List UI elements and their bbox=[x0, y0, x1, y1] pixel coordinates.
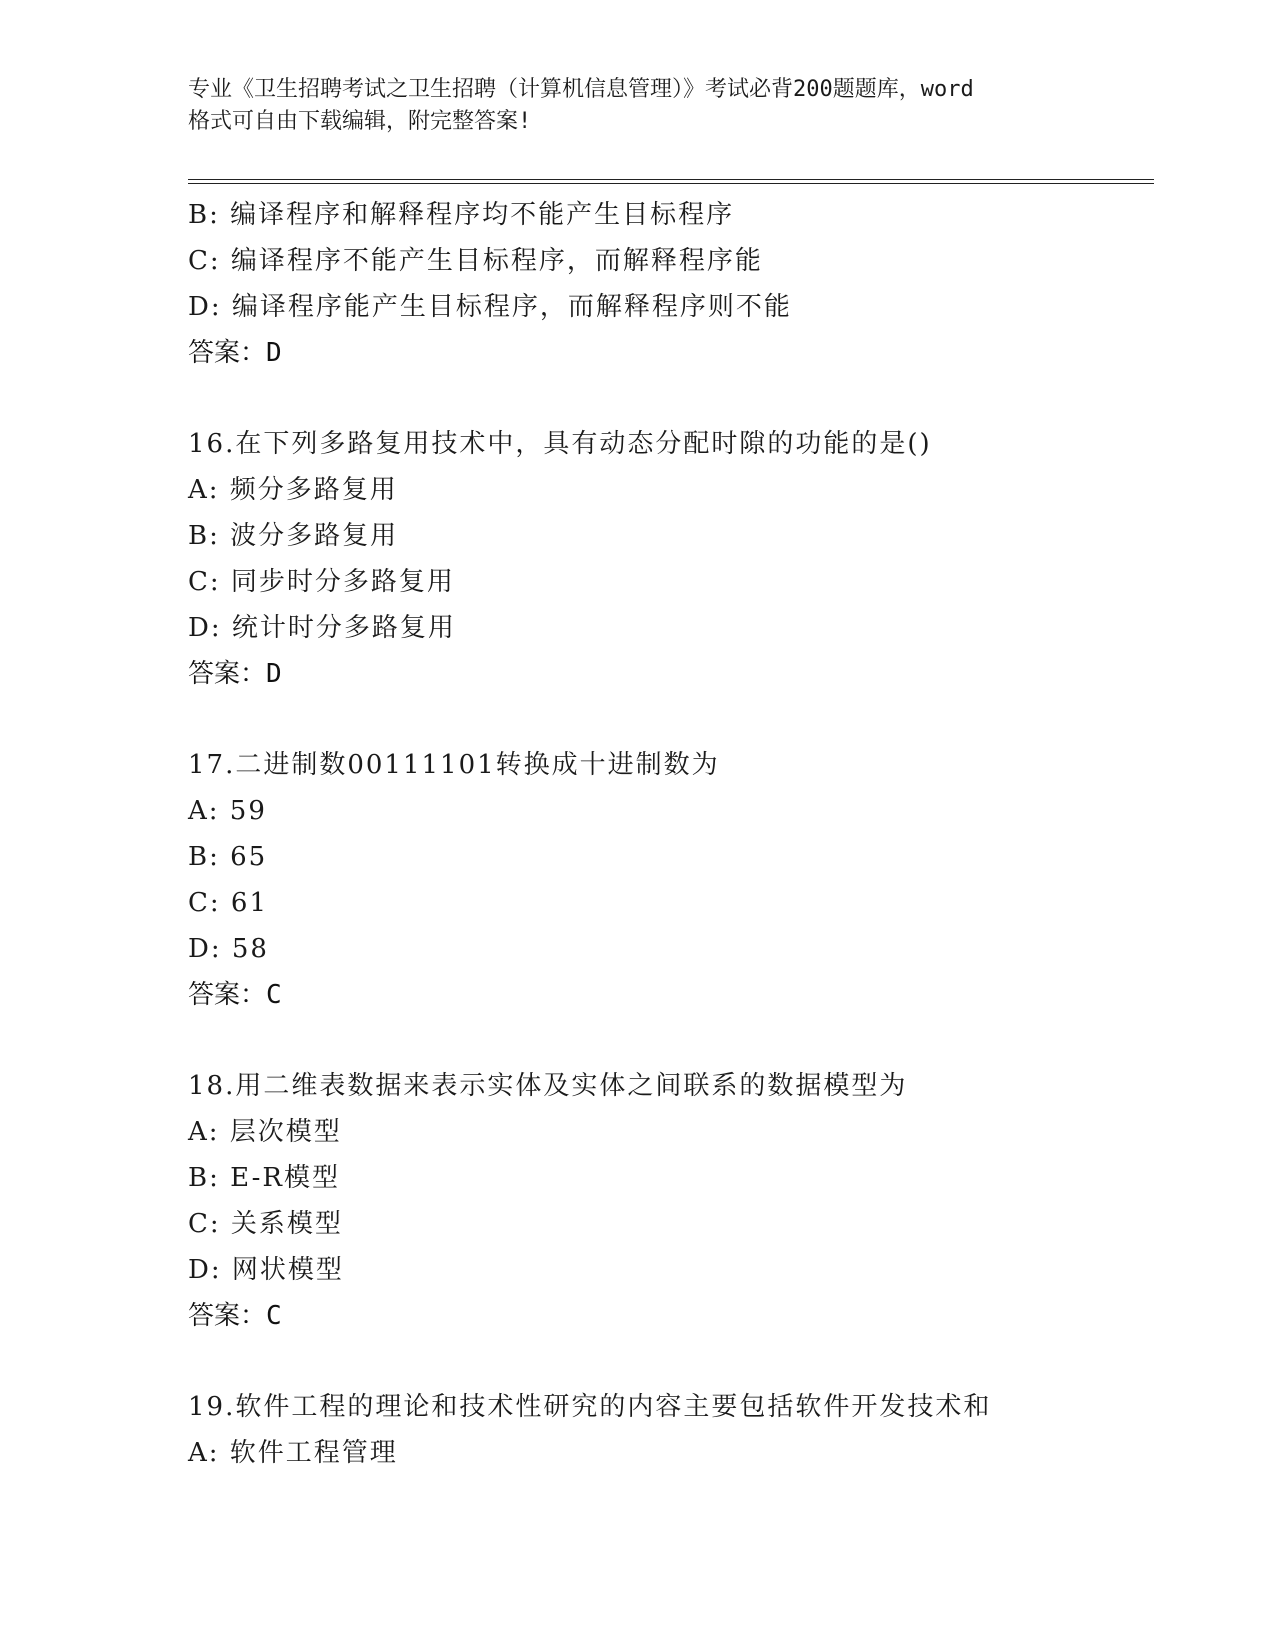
option-d: D: 网状模型 bbox=[188, 1255, 344, 1285]
question-text: 17.二进制数00111101转换成十进制数为 bbox=[188, 750, 720, 780]
option-a: A: 软件工程管理 bbox=[188, 1438, 398, 1468]
answer-line: 答案：C bbox=[188, 1301, 282, 1331]
question-list bbox=[188, 192, 1154, 1476]
question-text: 16.在下列多路复用技术中，具有动态分配时隙的功能的是() bbox=[188, 429, 932, 459]
option-b: B: E-R模型 bbox=[188, 1163, 340, 1193]
option-d: D: 58 bbox=[188, 934, 269, 964]
answer-line: 答案：D bbox=[188, 659, 282, 689]
option-c: C: 编译程序不能产生目标程序，而解释程序能 bbox=[188, 246, 763, 276]
question-block-18 bbox=[188, 1063, 1154, 1339]
option-b: B: 编译程序和解释程序均不能产生目标程序 bbox=[188, 200, 735, 230]
question-block-19 bbox=[188, 1384, 1154, 1476]
option-a: A: 59 bbox=[188, 796, 267, 826]
spacer bbox=[188, 376, 1154, 421]
spacer bbox=[188, 1018, 1154, 1063]
question-block-17 bbox=[188, 742, 1154, 1018]
option-b: B: 65 bbox=[188, 842, 268, 872]
question-block-15 bbox=[188, 192, 1154, 376]
spacer bbox=[188, 1339, 1154, 1384]
header-title-line-2: 格式可自由下载编辑，附完整答案! bbox=[188, 109, 532, 134]
option-a: A: 频分多路复用 bbox=[188, 475, 398, 505]
header-title-line-1: 专业《卫生招聘考试之卫生招聘（计算机信息管理）》考试必背200题题库，word bbox=[188, 77, 974, 102]
header-divider-bottom bbox=[188, 183, 1154, 184]
header-divider-top bbox=[188, 179, 1154, 180]
document-header bbox=[188, 74, 1088, 138]
option-c: C: 关系模型 bbox=[188, 1209, 343, 1239]
answer-line: 答案：C bbox=[188, 980, 282, 1010]
option-d: D: 统计时分多路复用 bbox=[188, 613, 456, 643]
option-b: B: 波分多路复用 bbox=[188, 521, 399, 551]
question-block-16 bbox=[188, 421, 1154, 697]
option-a: A: 层次模型 bbox=[188, 1117, 342, 1147]
option-d: D: 编译程序能产生目标程序，而解释程序则不能 bbox=[188, 292, 792, 322]
spacer bbox=[188, 697, 1154, 742]
question-text: 19.软件工程的理论和技术性研究的内容主要包括软件开发技术和 bbox=[188, 1392, 992, 1422]
question-text: 18.用二维表数据来表示实体及实体之间联系的数据模型为 bbox=[188, 1071, 908, 1101]
option-c: C: 同步时分多路复用 bbox=[188, 567, 455, 597]
option-c: C: 61 bbox=[188, 888, 269, 918]
answer-line: 答案：D bbox=[188, 338, 282, 368]
